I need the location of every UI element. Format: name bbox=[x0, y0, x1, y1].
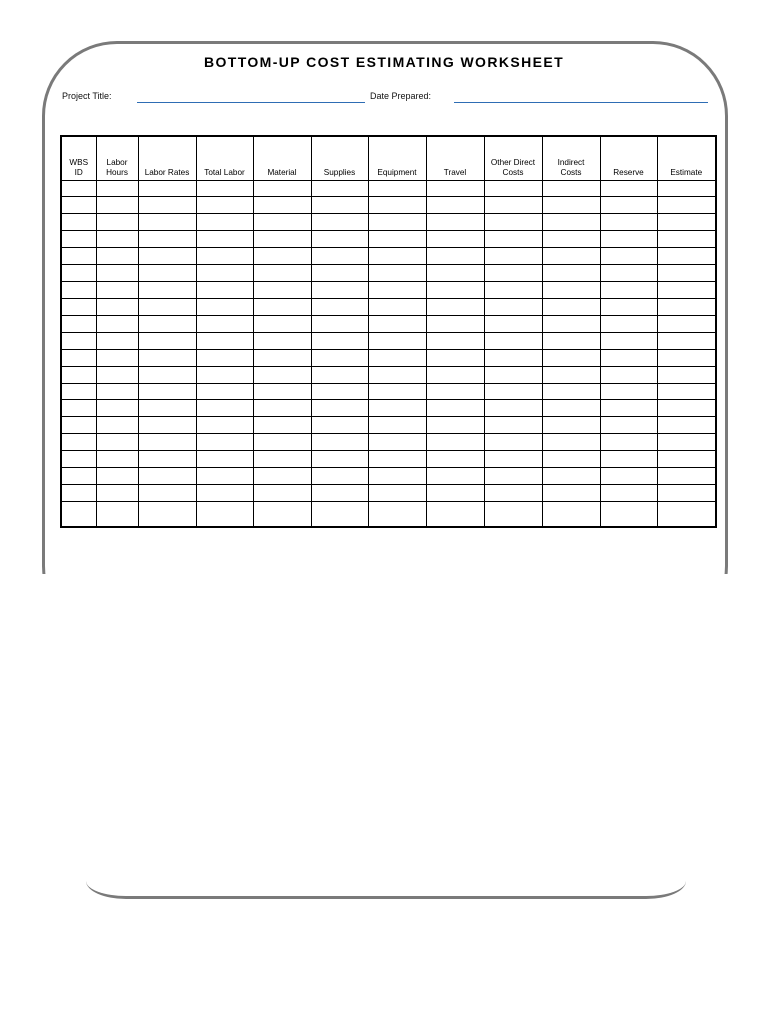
table-cell[interactable] bbox=[600, 214, 657, 231]
table-cell[interactable] bbox=[542, 502, 600, 527]
table-cell[interactable] bbox=[138, 265, 196, 282]
table-cell[interactable] bbox=[542, 197, 600, 214]
table-cell[interactable] bbox=[426, 265, 484, 282]
table-cell[interactable] bbox=[484, 214, 542, 231]
table-cell[interactable] bbox=[600, 468, 657, 485]
table-cell[interactable] bbox=[600, 315, 657, 332]
column-header bbox=[426, 136, 484, 180]
table-cell[interactable] bbox=[138, 451, 196, 468]
table-cell[interactable] bbox=[253, 231, 311, 248]
worksheet-title: BOTTOM-UP COST ESTIMATING WORKSHEET bbox=[203, 54, 565, 70]
table-cell[interactable] bbox=[311, 180, 368, 197]
table-cell[interactable] bbox=[600, 451, 657, 468]
table-cell[interactable] bbox=[657, 332, 716, 349]
table-cell[interactable] bbox=[196, 265, 253, 282]
table-cell[interactable] bbox=[138, 248, 196, 265]
table-cell[interactable] bbox=[196, 434, 253, 451]
table-cell[interactable] bbox=[600, 434, 657, 451]
table-cell[interactable] bbox=[96, 332, 138, 349]
table-cell[interactable] bbox=[657, 366, 716, 383]
project-title-field[interactable] bbox=[137, 102, 365, 103]
table-cell[interactable] bbox=[484, 180, 542, 197]
table-cell[interactable] bbox=[657, 383, 716, 400]
table-cell[interactable] bbox=[600, 265, 657, 282]
table-cell[interactable] bbox=[368, 366, 426, 383]
table-cell[interactable] bbox=[426, 502, 484, 527]
table-cell[interactable] bbox=[542, 265, 600, 282]
table-cell[interactable] bbox=[657, 451, 716, 468]
table-cell[interactable] bbox=[196, 451, 253, 468]
table-cell[interactable] bbox=[96, 315, 138, 332]
table-cell[interactable] bbox=[426, 451, 484, 468]
table-cell[interactable] bbox=[196, 298, 253, 315]
column-header bbox=[368, 136, 426, 180]
table-cell[interactable] bbox=[61, 214, 96, 231]
table-cell[interactable] bbox=[426, 248, 484, 265]
table-row bbox=[61, 451, 716, 468]
column-header bbox=[96, 136, 138, 180]
table-cell[interactable] bbox=[196, 282, 253, 299]
table-cell[interactable] bbox=[311, 265, 368, 282]
table-cell[interactable] bbox=[657, 400, 716, 417]
table-cell[interactable] bbox=[600, 383, 657, 400]
table-cell[interactable] bbox=[600, 180, 657, 197]
table-cell[interactable] bbox=[253, 383, 311, 400]
table-cell[interactable] bbox=[253, 468, 311, 485]
table-cell[interactable] bbox=[61, 197, 96, 214]
column-header-text: Costs bbox=[560, 167, 582, 177]
column-header-text: Material bbox=[267, 167, 297, 177]
table-cell[interactable] bbox=[96, 502, 138, 527]
table-cell[interactable] bbox=[542, 383, 600, 400]
table-cell[interactable] bbox=[196, 214, 253, 231]
table-cell[interactable] bbox=[196, 248, 253, 265]
table-cell[interactable] bbox=[657, 282, 716, 299]
table-cell[interactable] bbox=[138, 197, 196, 214]
column-header bbox=[311, 136, 368, 180]
table-row bbox=[61, 315, 716, 332]
table-cell[interactable] bbox=[138, 180, 196, 197]
table-cell[interactable] bbox=[61, 332, 96, 349]
table-cell[interactable] bbox=[426, 400, 484, 417]
table-row bbox=[61, 180, 716, 197]
table-cell[interactable] bbox=[253, 502, 311, 527]
table-cell[interactable] bbox=[657, 214, 716, 231]
table-row bbox=[61, 502, 716, 527]
table-cell[interactable] bbox=[196, 332, 253, 349]
table-cell[interactable] bbox=[61, 400, 96, 417]
table-cell[interactable] bbox=[61, 248, 96, 265]
table-cell[interactable] bbox=[253, 417, 311, 434]
page-frame-bottom bbox=[86, 520, 686, 899]
table-row bbox=[61, 265, 716, 282]
column-header bbox=[196, 136, 253, 180]
column-header-text: Travel bbox=[443, 167, 467, 177]
table-cell[interactable] bbox=[253, 349, 311, 366]
table-cell[interactable] bbox=[368, 231, 426, 248]
table-cell[interactable] bbox=[253, 248, 311, 265]
table-cell[interactable] bbox=[96, 383, 138, 400]
table-row bbox=[61, 197, 716, 214]
table-cell[interactable] bbox=[61, 485, 96, 502]
table-cell[interactable] bbox=[426, 282, 484, 299]
column-header-text: ID bbox=[74, 167, 83, 177]
table-cell[interactable] bbox=[196, 180, 253, 197]
column-header bbox=[600, 136, 657, 180]
table-cell[interactable] bbox=[311, 434, 368, 451]
table-cell[interactable] bbox=[311, 468, 368, 485]
table-row bbox=[61, 434, 716, 451]
table-cell[interactable] bbox=[484, 383, 542, 400]
table-cell[interactable] bbox=[484, 366, 542, 383]
table-row bbox=[61, 485, 716, 502]
table-cell[interactable] bbox=[96, 197, 138, 214]
table-cell[interactable] bbox=[61, 298, 96, 315]
column-header bbox=[61, 136, 96, 180]
table-cell[interactable] bbox=[542, 315, 600, 332]
table-cell[interactable] bbox=[542, 180, 600, 197]
table-cell[interactable] bbox=[657, 417, 716, 434]
table-cell[interactable] bbox=[426, 383, 484, 400]
table-cell[interactable] bbox=[426, 366, 484, 383]
column-header bbox=[484, 136, 542, 180]
table-cell[interactable] bbox=[600, 366, 657, 383]
table-cell[interactable] bbox=[368, 332, 426, 349]
column-header-text: Labor Rates bbox=[144, 167, 190, 177]
table-cell[interactable] bbox=[600, 485, 657, 502]
column-header-text: Costs bbox=[502, 167, 524, 177]
table-row bbox=[61, 248, 716, 265]
column-header-text: WBS bbox=[69, 157, 89, 167]
table-cell[interactable] bbox=[542, 231, 600, 248]
table-cell[interactable] bbox=[96, 180, 138, 197]
table-cell[interactable] bbox=[600, 417, 657, 434]
table-cell[interactable] bbox=[311, 298, 368, 315]
table-cell[interactable] bbox=[96, 451, 138, 468]
table-cell[interactable] bbox=[311, 248, 368, 265]
table-cell[interactable] bbox=[657, 315, 716, 332]
table-cell[interactable] bbox=[253, 366, 311, 383]
table-cell[interactable] bbox=[657, 502, 716, 527]
table-cell[interactable] bbox=[96, 468, 138, 485]
table-cell[interactable] bbox=[484, 282, 542, 299]
table-cell[interactable] bbox=[484, 502, 542, 527]
column-header bbox=[657, 136, 716, 180]
table-cell[interactable] bbox=[484, 485, 542, 502]
table-cell[interactable] bbox=[61, 282, 96, 299]
table-cell[interactable] bbox=[96, 231, 138, 248]
table-cell[interactable] bbox=[138, 315, 196, 332]
table-cell[interactable] bbox=[311, 214, 368, 231]
table-cell[interactable] bbox=[426, 417, 484, 434]
table-cell[interactable] bbox=[426, 485, 484, 502]
table-cell[interactable] bbox=[138, 231, 196, 248]
column-header-text: Reserve bbox=[613, 167, 644, 177]
table-cell[interactable] bbox=[484, 298, 542, 315]
table-cell[interactable] bbox=[484, 248, 542, 265]
table-cell[interactable] bbox=[542, 434, 600, 451]
table-cell[interactable] bbox=[61, 502, 96, 527]
column-header bbox=[542, 136, 600, 180]
table-cell[interactable] bbox=[61, 434, 96, 451]
table-cell[interactable] bbox=[253, 180, 311, 197]
table-cell[interactable] bbox=[253, 214, 311, 231]
table-cell[interactable] bbox=[311, 349, 368, 366]
table-cell[interactable] bbox=[600, 282, 657, 299]
table-row bbox=[61, 417, 716, 434]
table-cell[interactable] bbox=[253, 332, 311, 349]
table-body bbox=[61, 180, 716, 527]
table-cell[interactable] bbox=[61, 265, 96, 282]
table-cell[interactable] bbox=[426, 468, 484, 485]
table-cell[interactable] bbox=[196, 502, 253, 527]
table-cell[interactable] bbox=[253, 282, 311, 299]
table-cell[interactable] bbox=[484, 197, 542, 214]
table-row bbox=[61, 332, 716, 349]
table-cell[interactable] bbox=[426, 434, 484, 451]
table-cell[interactable] bbox=[368, 349, 426, 366]
table-cell[interactable] bbox=[600, 400, 657, 417]
table-cell[interactable] bbox=[600, 197, 657, 214]
column-header-text: Hours bbox=[106, 167, 128, 177]
table-cell[interactable] bbox=[138, 332, 196, 349]
table-cell[interactable] bbox=[542, 468, 600, 485]
table-cell[interactable] bbox=[61, 383, 96, 400]
table-cell[interactable] bbox=[542, 332, 600, 349]
table-cell[interactable] bbox=[61, 451, 96, 468]
table-cell[interactable] bbox=[368, 248, 426, 265]
table-cell[interactable] bbox=[426, 197, 484, 214]
table-cell[interactable] bbox=[368, 197, 426, 214]
table-cell[interactable] bbox=[368, 315, 426, 332]
table-cell[interactable] bbox=[600, 248, 657, 265]
table-cell[interactable] bbox=[657, 248, 716, 265]
date-prepared-label: Date Prepared: bbox=[370, 91, 432, 101]
table-cell[interactable] bbox=[138, 502, 196, 527]
table-cell[interactable] bbox=[368, 383, 426, 400]
table-row bbox=[61, 366, 716, 383]
column-header-text: Total Labor bbox=[204, 167, 245, 177]
table-cell[interactable] bbox=[61, 468, 96, 485]
table-cell[interactable] bbox=[311, 231, 368, 248]
table-cell[interactable] bbox=[657, 485, 716, 502]
column-header-text: Other Direct bbox=[490, 157, 536, 167]
table-cell[interactable] bbox=[368, 417, 426, 434]
table-cell[interactable] bbox=[484, 417, 542, 434]
table-cell[interactable] bbox=[484, 468, 542, 485]
table-cell[interactable] bbox=[138, 282, 196, 299]
column-header-text: Estimate bbox=[670, 167, 703, 177]
table-cell[interactable] bbox=[368, 214, 426, 231]
table-cell[interactable] bbox=[542, 417, 600, 434]
table-cell[interactable] bbox=[138, 349, 196, 366]
table-cell[interactable] bbox=[196, 349, 253, 366]
table-cell[interactable] bbox=[138, 400, 196, 417]
table-cell[interactable] bbox=[368, 400, 426, 417]
table-row bbox=[61, 214, 716, 231]
table-cell[interactable] bbox=[138, 468, 196, 485]
table-cell[interactable] bbox=[426, 315, 484, 332]
cost-estimate-table bbox=[60, 135, 717, 528]
table-cell[interactable] bbox=[253, 265, 311, 282]
table-row bbox=[61, 298, 716, 315]
column-header bbox=[253, 136, 311, 180]
table-cell[interactable] bbox=[96, 400, 138, 417]
table-cell[interactable] bbox=[657, 197, 716, 214]
table-cell[interactable] bbox=[138, 485, 196, 502]
table-cell[interactable] bbox=[253, 434, 311, 451]
table-cell[interactable] bbox=[61, 366, 96, 383]
table-cell[interactable] bbox=[61, 231, 96, 248]
table-cell[interactable] bbox=[61, 315, 96, 332]
table-cell[interactable] bbox=[96, 265, 138, 282]
table-cell[interactable] bbox=[196, 197, 253, 214]
table-cell[interactable] bbox=[196, 485, 253, 502]
table-cell[interactable] bbox=[253, 197, 311, 214]
table-cell[interactable] bbox=[311, 282, 368, 299]
table-cell[interactable] bbox=[138, 383, 196, 400]
project-title-label: Project Title: bbox=[62, 91, 112, 101]
table-cell[interactable] bbox=[542, 451, 600, 468]
table-cell[interactable] bbox=[138, 214, 196, 231]
table-cell[interactable] bbox=[600, 231, 657, 248]
table-cell[interactable] bbox=[253, 298, 311, 315]
table-cell[interactable] bbox=[96, 298, 138, 315]
table-cell[interactable] bbox=[426, 180, 484, 197]
table-cell[interactable] bbox=[96, 485, 138, 502]
table-cell[interactable] bbox=[368, 180, 426, 197]
table-cell[interactable] bbox=[138, 434, 196, 451]
table-cell[interactable] bbox=[484, 451, 542, 468]
table-cell[interactable] bbox=[311, 197, 368, 214]
table-cell[interactable] bbox=[311, 332, 368, 349]
table-cell[interactable] bbox=[484, 349, 542, 366]
table-row bbox=[61, 349, 716, 366]
table-cell[interactable] bbox=[484, 400, 542, 417]
table-cell[interactable] bbox=[542, 485, 600, 502]
table-cell[interactable] bbox=[253, 485, 311, 502]
table-row bbox=[61, 400, 716, 417]
table-cell[interactable] bbox=[657, 468, 716, 485]
table-header-row bbox=[61, 136, 716, 180]
table-cell[interactable] bbox=[657, 180, 716, 197]
table-cell[interactable] bbox=[600, 502, 657, 527]
table-cell[interactable] bbox=[61, 180, 96, 197]
table-cell[interactable] bbox=[426, 332, 484, 349]
column-header-text: Equipment bbox=[377, 167, 417, 177]
table-cell[interactable] bbox=[253, 315, 311, 332]
table-cell[interactable] bbox=[542, 214, 600, 231]
table-cell[interactable] bbox=[542, 298, 600, 315]
table-cell[interactable] bbox=[657, 265, 716, 282]
date-prepared-field[interactable] bbox=[454, 102, 708, 103]
table-cell[interactable] bbox=[96, 434, 138, 451]
table-row bbox=[61, 468, 716, 485]
table-cell[interactable] bbox=[542, 366, 600, 383]
table-cell[interactable] bbox=[600, 332, 657, 349]
table-cell[interactable] bbox=[368, 502, 426, 527]
table-cell[interactable] bbox=[138, 298, 196, 315]
table-cell[interactable] bbox=[657, 298, 716, 315]
table-cell[interactable] bbox=[96, 248, 138, 265]
column-header bbox=[138, 136, 196, 180]
table-cell[interactable] bbox=[657, 231, 716, 248]
table-cell[interactable] bbox=[426, 214, 484, 231]
table-cell[interactable] bbox=[61, 417, 96, 434]
table-cell[interactable] bbox=[311, 451, 368, 468]
table-cell[interactable] bbox=[196, 366, 253, 383]
table-cell[interactable] bbox=[542, 400, 600, 417]
table-cell[interactable] bbox=[542, 349, 600, 366]
table-cell[interactable] bbox=[484, 315, 542, 332]
column-header-text: Supplies bbox=[323, 167, 356, 177]
table-cell[interactable] bbox=[61, 349, 96, 366]
table-cell[interactable] bbox=[368, 434, 426, 451]
table-row bbox=[61, 231, 716, 248]
column-header-text: Indirect bbox=[557, 157, 585, 167]
table-cell[interactable] bbox=[96, 349, 138, 366]
table-cell[interactable] bbox=[368, 265, 426, 282]
table-cell[interactable] bbox=[657, 349, 716, 366]
table-cell[interactable] bbox=[253, 451, 311, 468]
table-cell[interactable] bbox=[600, 298, 657, 315]
table-cell[interactable] bbox=[484, 332, 542, 349]
table-cell[interactable] bbox=[196, 468, 253, 485]
table-cell[interactable] bbox=[96, 417, 138, 434]
table-cell[interactable] bbox=[542, 282, 600, 299]
table-cell[interactable] bbox=[196, 231, 253, 248]
table-cell[interactable] bbox=[253, 400, 311, 417]
table-cell[interactable] bbox=[484, 231, 542, 248]
table-cell[interactable] bbox=[368, 485, 426, 502]
table-cell[interactable] bbox=[311, 502, 368, 527]
table-cell[interactable] bbox=[96, 282, 138, 299]
table-cell[interactable] bbox=[311, 400, 368, 417]
table-cell[interactable] bbox=[96, 214, 138, 231]
table-cell[interactable] bbox=[138, 417, 196, 434]
table-cell[interactable] bbox=[311, 366, 368, 383]
table-cell[interactable] bbox=[196, 417, 253, 434]
table-cell[interactable] bbox=[311, 383, 368, 400]
table-cell[interactable] bbox=[426, 349, 484, 366]
table-cell[interactable] bbox=[311, 417, 368, 434]
table-cell[interactable] bbox=[196, 383, 253, 400]
table-cell[interactable] bbox=[368, 282, 426, 299]
table-row bbox=[61, 383, 716, 400]
table-cell[interactable] bbox=[426, 231, 484, 248]
table-cell[interactable] bbox=[311, 315, 368, 332]
table-row bbox=[61, 282, 716, 299]
table-cell[interactable] bbox=[426, 298, 484, 315]
table-cell[interactable] bbox=[600, 349, 657, 366]
table-cell[interactable] bbox=[657, 434, 716, 451]
table-cell[interactable] bbox=[196, 315, 253, 332]
table-cell[interactable] bbox=[484, 434, 542, 451]
table-cell[interactable] bbox=[138, 366, 196, 383]
table-cell[interactable] bbox=[311, 485, 368, 502]
table-cell[interactable] bbox=[368, 298, 426, 315]
table-cell[interactable] bbox=[196, 400, 253, 417]
table-cell[interactable] bbox=[542, 248, 600, 265]
column-header-text: Labor bbox=[106, 157, 128, 167]
table-cell[interactable] bbox=[96, 366, 138, 383]
table-cell[interactable] bbox=[368, 468, 426, 485]
table-cell[interactable] bbox=[368, 451, 426, 468]
table-cell[interactable] bbox=[484, 265, 542, 282]
